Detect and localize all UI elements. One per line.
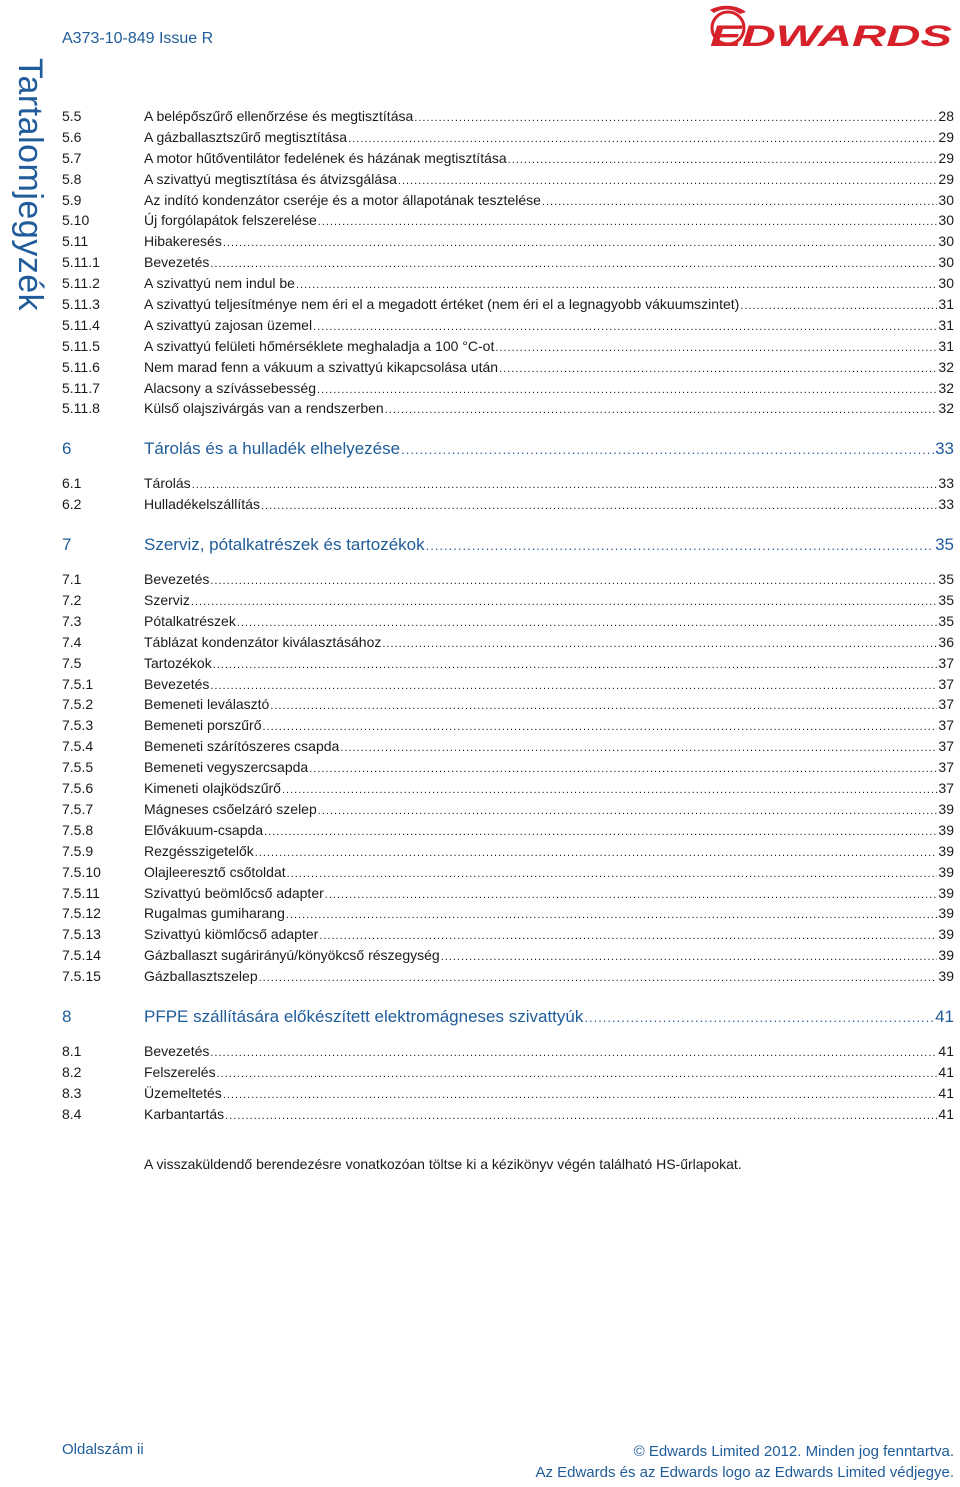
toc-leader-dots [348, 129, 937, 145]
toc-leader-dots [270, 696, 937, 712]
toc-title: Szerviz [144, 592, 190, 609]
toc-row[interactable] [62, 317, 954, 338]
toc-row[interactable] [62, 885, 954, 906]
toc-page-number: 29 [938, 149, 954, 166]
toc-row[interactable] [62, 613, 954, 634]
trademark-text: Az Edwards és az Edwards logo az Edwards Limited védjegye. [535, 1464, 954, 1481]
toc-leader-dots [385, 400, 938, 416]
toc-title: Táblázat kondenzátor kiválasztásához [144, 633, 382, 650]
toc-title: A belépőszűrő ellenőrzése és megtisztítása [144, 108, 414, 124]
toc-row[interactable] [62, 592, 954, 613]
toc-number: 7.5.14 [62, 947, 101, 964]
toc-number: 7.5.8 [62, 821, 94, 838]
toc-number: 8 [62, 1006, 72, 1026]
toc-page-number: 41 [938, 1105, 954, 1122]
toc-leader-dots [319, 926, 937, 942]
toc-leader-dots [223, 1085, 938, 1101]
toc-title: Kimeneti olajködszűrő [144, 780, 281, 797]
toc-title: A szivattyú teljesítménye nem éri el a megadott értéket (nem éri el a legnagyobb vákuumszintet) [144, 296, 740, 313]
toc-number: 7.4 [62, 633, 82, 650]
toc-title: Alacsony a szívássebesség [144, 379, 316, 396]
toc-page-number: 35 [938, 592, 954, 609]
toc-row[interactable] [62, 129, 954, 150]
toc-chapter-row[interactable] [62, 439, 954, 463]
toc-row[interactable] [62, 1064, 954, 1085]
toc-leader-dots [740, 296, 937, 312]
toc-row[interactable] [62, 338, 954, 359]
toc-title: Pótalkatrészek [144, 612, 236, 629]
toc-row[interactable] [62, 655, 954, 676]
toc-leader-dots [264, 822, 937, 838]
toc-title: Nem marad fenn a vákuum a szivattyú kikapcsolása után [144, 358, 499, 375]
toc-row[interactable] [62, 822, 954, 843]
toc-row[interactable] [62, 192, 954, 213]
copyright-text: © Edwards Limited 2012. Minden jog fenntartva. [633, 1443, 954, 1460]
page-number: Oldalszám ii [62, 1441, 144, 1458]
toc-page-number: 41 [935, 1006, 954, 1026]
toc-row[interactable] [62, 696, 954, 717]
toc-page-number: 30 [938, 254, 954, 271]
toc-title: Bemeneti leválasztó [144, 696, 270, 713]
return-note: A visszaküldendő berendezésre vonatkozóan töltse ki a kézikönyv végén található HS-űrlapokat. [144, 1156, 742, 1172]
toc-number: 5.11 [62, 233, 89, 250]
toc-leader-dots [318, 801, 938, 817]
toc-title: Tartozékok [144, 654, 212, 671]
toc-leader-dots [223, 233, 938, 249]
toc-page-number: 39 [938, 905, 954, 922]
toc-row[interactable] [62, 676, 954, 697]
toc-leader-dots [286, 905, 938, 921]
toc-number: 7.5.4 [62, 738, 94, 755]
toc-page-number: 37 [938, 780, 954, 797]
toc-row[interactable] [62, 717, 954, 738]
toc-page-number: 31 [938, 337, 954, 354]
toc-leader-dots [191, 592, 938, 608]
toc-row[interactable] [62, 1085, 954, 1106]
toc-number: 7 [62, 535, 72, 555]
toc-page-number: 37 [938, 759, 954, 776]
toc-row[interactable] [62, 968, 954, 989]
toc-row[interactable] [62, 864, 954, 885]
toc-row[interactable] [62, 359, 954, 380]
toc-number: 5.10 [62, 212, 90, 229]
toc-number: 5.5 [62, 108, 82, 124]
toc-number: 5.7 [62, 149, 82, 166]
toc-title: A szivattyú nem indul be [144, 275, 295, 292]
toc-number: 7.5.5 [62, 759, 94, 776]
toc-title: Bevezetés [144, 675, 210, 692]
toc-leader-dots [426, 535, 934, 555]
toc-title: Bemeneti vegyszercsapda [144, 759, 309, 776]
toc-page-number: 28 [938, 108, 954, 124]
toc-title: A motor hűtőventilátor fedelének és házának megtisztítása [144, 149, 507, 166]
toc-page-number: 37 [938, 717, 954, 734]
toc-page-number: 32 [938, 379, 954, 396]
toc-page-number: 35 [938, 612, 954, 629]
toc-chapter-row[interactable] [62, 1007, 954, 1031]
toc-page-number: 32 [938, 400, 954, 417]
toc-title: Elővákuum-csapda [144, 821, 264, 838]
toc-title: PFPE szállítására előkészített elektromágneses szivattyúk [144, 1006, 584, 1026]
toc-number: 5.8 [62, 170, 82, 187]
toc-title: Szivattyú kiömlőcső adapter [144, 926, 319, 943]
toc-leader-dots [398, 171, 938, 187]
toc-number: 7.5 [62, 654, 82, 671]
toc-row[interactable] [62, 780, 954, 801]
toc-number: 7.5.3 [62, 717, 94, 734]
toc-row[interactable] [62, 108, 954, 129]
svg-text:EDWARDS: EDWARDS [710, 20, 952, 53]
side-title: Tartalomjegyzék [11, 58, 49, 312]
toc-page-number: 33 [938, 496, 954, 513]
toc-number: 8.2 [62, 1063, 82, 1080]
toc-title: Rugalmas gumiharang [144, 905, 285, 922]
toc-page-number: 41 [938, 1084, 954, 1101]
toc-row[interactable] [62, 738, 954, 759]
toc-chapter-row[interactable] [62, 535, 954, 559]
toc-row[interactable] [62, 759, 954, 780]
toc-leader-dots [325, 885, 938, 901]
toc-number: 7.5.10 [62, 863, 101, 880]
toc-leader-dots [318, 212, 938, 228]
edwards-logo [706, 4, 956, 56]
toc-number: 6.1 [62, 475, 82, 492]
document-code: A373-10-849 Issue R [62, 30, 214, 47]
toc-leader-dots [210, 1043, 937, 1059]
toc-leader-dots [317, 380, 937, 396]
toc-page-number: 35 [935, 535, 954, 555]
toc-page-number: 39 [938, 842, 954, 859]
toc-row[interactable] [62, 400, 954, 421]
toc-leader-dots [210, 571, 937, 587]
toc-row[interactable] [62, 801, 954, 822]
toc-number: 7.2 [62, 592, 82, 609]
toc-page-number: 31 [938, 296, 954, 313]
toc-leader-dots [259, 968, 938, 984]
toc-page-number: 30 [938, 233, 954, 250]
toc-leader-dots [441, 947, 938, 963]
toc-page-number: 36 [938, 633, 954, 650]
toc-page-number: 39 [938, 926, 954, 943]
toc-page-number: 29 [938, 170, 954, 187]
toc-number: 8.3 [62, 1084, 82, 1101]
toc-title: Gázballasztszelep [144, 968, 258, 985]
toc-number: 7.5.1 [62, 675, 94, 692]
toc-number: 7.5.2 [62, 696, 94, 713]
toc-number: 8.4 [62, 1105, 82, 1122]
toc-page-number: 39 [938, 800, 954, 817]
toc-title: Mágneses csőelzáró szelep [144, 800, 317, 817]
toc-leader-dots [210, 254, 937, 270]
toc-leader-dots [225, 1106, 937, 1122]
toc-page-number: 30 [938, 275, 954, 292]
toc-leader-dots [296, 275, 937, 291]
toc-title: Hulladékelszállítás [144, 496, 260, 513]
toc-title: A szivattyú zajosan üzemel [144, 316, 313, 333]
toc-page-number: 30 [938, 212, 954, 229]
toc-number: 5.11.1 [62, 254, 100, 271]
toc-row[interactable] [62, 1106, 954, 1127]
toc-page-number: 41 [938, 1042, 954, 1059]
toc-number: 7.5.11 [62, 884, 100, 901]
toc-number: 7.5.15 [62, 968, 101, 985]
toc-leader-dots [542, 192, 938, 208]
toc-number: 5.11.7 [62, 379, 100, 396]
toc-title: A szivattyú megtisztítása és átvizsgálása [144, 170, 397, 187]
toc-title: Olajleeresztő csőtoldat [144, 863, 286, 880]
toc-page-number: 33 [935, 439, 954, 459]
toc-page-number: 39 [938, 968, 954, 985]
toc-row[interactable] [62, 150, 954, 171]
toc-row[interactable] [62, 843, 954, 864]
toc-title: Karbantartás [144, 1105, 225, 1122]
toc-row[interactable] [62, 1043, 954, 1064]
toc-title: Hibakeresés [144, 233, 222, 250]
toc-number: 5.11.2 [62, 275, 100, 292]
toc-page-number: 30 [938, 191, 954, 208]
toc-page-number: 37 [938, 738, 954, 755]
toc-page-number: 37 [938, 675, 954, 692]
toc-number: 7.5.6 [62, 780, 94, 797]
toc-leader-dots [192, 475, 938, 491]
toc-title: Új forgólapátok felszerelése [144, 212, 317, 229]
toc-row[interactable] [62, 496, 954, 517]
toc-row[interactable] [62, 926, 954, 947]
toc-row[interactable] [62, 634, 954, 655]
toc-title: Tárolás [144, 475, 191, 492]
toc-leader-dots [414, 108, 937, 124]
toc-page-number: 32 [938, 358, 954, 375]
toc-number: 5.11.5 [62, 337, 100, 354]
toc-leader-dots [217, 1064, 938, 1080]
toc-row[interactable] [62, 905, 954, 926]
toc-leader-dots [261, 496, 937, 512]
toc-title: A szivattyú felületi hőmérséklete meghaladja a 100 °C-ot [144, 337, 495, 354]
toc-number: 7.3 [62, 612, 82, 629]
toc-number: 7.5.7 [62, 800, 94, 817]
toc-row[interactable] [62, 296, 954, 317]
toc-title: Bevezetés [144, 1042, 210, 1059]
toc-title: Bemeneti szárítószeres csapda [144, 738, 340, 755]
toc-title: Tárolás és a hulladék elhelyezése [144, 439, 401, 459]
toc-title: Az indító kondenzátor cseréje és a motor állapotának tesztelése [144, 191, 541, 208]
toc-row[interactable] [62, 380, 954, 401]
toc-page-number: 39 [938, 884, 954, 901]
toc-page-number: 37 [938, 696, 954, 713]
toc-page-number: 29 [938, 128, 954, 145]
toc-leader-dots [499, 359, 937, 375]
toc-title: Szivattyú beömlőcső adapter [144, 884, 324, 901]
toc-page-number: 39 [938, 821, 954, 838]
toc-leader-dots [210, 676, 937, 692]
footer-legal [535, 1441, 954, 1483]
toc-row[interactable] [62, 947, 954, 968]
toc-number: 6 [62, 439, 72, 459]
toc-number: 8.1 [62, 1042, 82, 1059]
toc-page-number: 33 [938, 475, 954, 492]
toc-leader-dots [263, 717, 938, 733]
toc-row[interactable] [62, 571, 954, 592]
toc-number: 7.5.12 [62, 905, 101, 922]
toc-leader-dots [508, 150, 938, 166]
toc-leader-dots [495, 338, 937, 354]
toc-row[interactable] [62, 254, 954, 275]
toc-page-number: 39 [938, 947, 954, 964]
toc-number: 7.5.13 [62, 926, 101, 943]
toc-number: 6.2 [62, 496, 82, 513]
toc-page-number: 37 [938, 654, 954, 671]
toc-leader-dots [584, 1007, 934, 1027]
toc-number: 5.6 [62, 128, 82, 145]
toc-title: Gázballaszt sugárirányú/könyökcső részegység [144, 947, 440, 964]
toc-title: Külső olajszivárgás van a rendszerben [144, 400, 384, 417]
toc-title: Bevezetés [144, 254, 210, 271]
toc-row[interactable] [62, 171, 954, 192]
toc-page-number: 39 [938, 863, 954, 880]
toc-title: Felszerelés [144, 1063, 216, 1080]
toc-title: Rezgésszigetelők [144, 842, 254, 859]
toc-number: 5.11.3 [62, 296, 100, 313]
toc-row[interactable] [62, 275, 954, 296]
toc-row[interactable] [62, 233, 954, 254]
toc-page-number: 41 [938, 1063, 954, 1080]
toc-number: 7.1 [62, 571, 82, 588]
toc-leader-dots [287, 864, 938, 880]
toc-page-number: 31 [938, 316, 954, 333]
toc-page-number: 35 [938, 571, 954, 588]
toc-number: 7.5.9 [62, 842, 94, 859]
toc-leader-dots [237, 613, 938, 629]
table-of-contents [62, 108, 954, 1127]
toc-title: Szerviz, pótalkatrészek és tartozékok [144, 535, 425, 555]
toc-leader-dots [401, 439, 934, 459]
toc-number: 5.11.8 [62, 400, 100, 417]
toc-leader-dots [282, 780, 937, 796]
toc-title: A gázballasztszűrő megtisztítása [144, 128, 348, 145]
toc-number: 5.11.4 [62, 316, 100, 333]
toc-row[interactable] [62, 212, 954, 233]
toc-leader-dots [309, 759, 937, 775]
toc-leader-dots [213, 655, 938, 671]
toc-leader-dots [382, 634, 937, 650]
toc-leader-dots [255, 843, 938, 859]
toc-number: 5.9 [62, 191, 82, 208]
toc-leader-dots [313, 317, 937, 333]
toc-title: Üzemeltetés [144, 1084, 222, 1101]
toc-title: Bemeneti porszűrő [144, 717, 262, 734]
toc-number: 5.11.6 [62, 358, 100, 375]
toc-row[interactable] [62, 475, 954, 496]
toc-leader-dots [340, 738, 937, 754]
toc-title: Bevezetés [144, 571, 210, 588]
